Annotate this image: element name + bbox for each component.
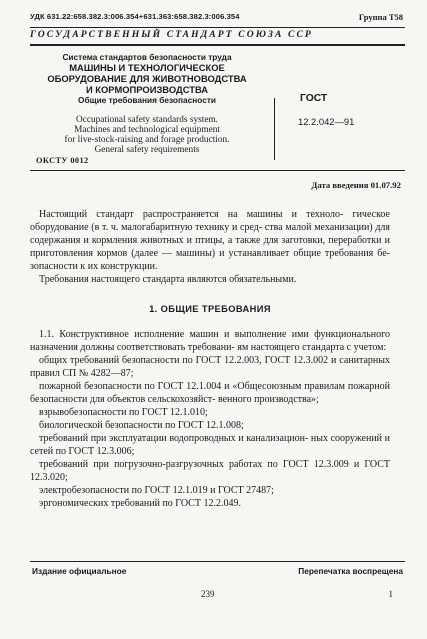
okstu-code: ОКСТУ 0012 xyxy=(36,156,89,165)
english-line-3: for live-stock-raising and forage production. xyxy=(64,135,230,145)
standard-title-block xyxy=(30,52,264,155)
requirement-item: эргономических требований по ГОСТ 12.2.049. xyxy=(39,498,241,509)
system-name: Система стандартов безопасности труда xyxy=(62,52,232,62)
sheet-number: 1 xyxy=(388,589,393,599)
title-line-2: ОБОРУДОВАНИЕ ДЛЯ ЖИВОТНОВОДСТВА xyxy=(47,73,247,84)
english-line-4: General safety requirements xyxy=(94,145,200,155)
english-line-2: Machines and technological equipment xyxy=(74,125,220,135)
intro-paragraph: Настоящий стандарт распространяется на машины и техноло- гическое оборудование (в т. ч. малогабаритную технику и сред- ства малой механизации) для содержания и кормления животных и птицы, а также для заготовки, переработки и приготовления кормов (далее — машины) и устанавливает общие требования бе- зопасности к их конструкции. xyxy=(30,209,390,272)
english-line-1: Occupational safety standards system. xyxy=(76,115,218,125)
header-rule-bottom xyxy=(30,44,405,46)
english-title xyxy=(30,115,264,155)
intro-paragraph: Требования настоящего стандарта являются обязательными. xyxy=(39,274,297,285)
requirement-item: биологической безопасности по ГОСТ 12.1.008; xyxy=(39,420,244,431)
section-paragraph: 1.1. Конструктивное исполнение машин и выполнение ими функционального назначения должны соответствовать требовани- ям настоящего стандарта с учетом: xyxy=(30,329,390,353)
gost-number: 12.2.042—91 xyxy=(298,116,355,127)
requirement-item: требований при эксплуатации водопроводных и канализацион- ных сооружений и сетей по ГОСТ 12.3.006; xyxy=(30,433,390,457)
requirement-item: электробезопасности по ГОСТ 12.1.019 и ГОСТ 27487; xyxy=(39,485,274,496)
page-number: 239 xyxy=(201,589,215,599)
title-line-1: МАШИНЫ И ТЕХНОЛОГИЧЕСКОЕ xyxy=(69,62,225,73)
requirement-item: взрывобезопасности по ГОСТ 12.1.010; xyxy=(39,407,208,418)
subtitle: Общие требования безопасности xyxy=(77,95,216,105)
section-text xyxy=(30,328,390,510)
footer-rule xyxy=(30,561,405,562)
title-line-3: И КОРМОПРОИЗВОДСТВА xyxy=(85,84,209,95)
intro-text xyxy=(30,208,390,286)
intro-date: Дата введения 01.07.92 xyxy=(311,180,401,190)
title-block-rule xyxy=(30,170,405,171)
header-rule-top xyxy=(30,27,405,28)
gost-label: ГОСТ xyxy=(300,93,328,104)
requirement-item: пожарной безопасности по ГОСТ 12.1.004 и «Общесоюзным правилам пожарной безопасности для объектов сельскохозяйст- венного производства»; xyxy=(30,381,390,405)
udk-code: УДК 631.22:658.382.3:006.354+631.363:658.382.3:006.354 xyxy=(30,12,240,21)
section-title: 1. ОБЩИЕ ТРЕБОВАНИЯ xyxy=(149,304,271,314)
group-label: Группа Т58 xyxy=(358,12,403,22)
requirement-item: общих требований безопасности по ГОСТ 12.2.003, ГОСТ 12.3.002 и санитарных правил СП № 4282—87; xyxy=(30,355,390,379)
reprint-forbidden-label: Перепечатка воспрещена xyxy=(298,566,403,576)
organization-title: ГОСУДАРСТВЕННЫЙ СТАНДАРТ СОЮЗА ССР xyxy=(30,29,313,40)
official-edition-label: Издание официальное xyxy=(32,566,127,576)
title-divider xyxy=(274,98,275,160)
requirement-item: требований при погрузочно-разгрузочных работах по ГОСТ 12.3.009 и ГОСТ 12.3.020; xyxy=(30,459,390,483)
